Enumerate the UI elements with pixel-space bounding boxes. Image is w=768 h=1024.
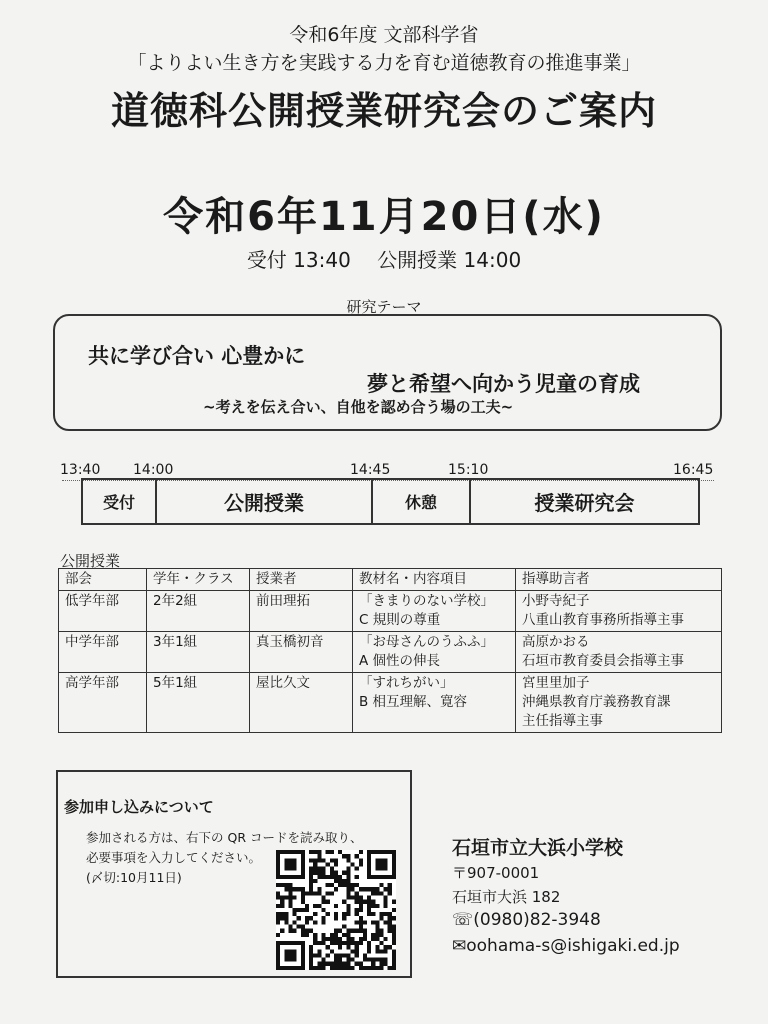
class-cell: 2年2組 xyxy=(147,591,250,632)
registration-instruction: 参加される方は、右下の QR コードを読み取り、 xyxy=(86,830,363,845)
theme-line-1: 共に学び合い 心豊かに xyxy=(88,344,306,368)
class-cell: 5年1組 xyxy=(147,673,250,733)
column-header: 部会 xyxy=(59,569,147,591)
project-name: 「よりよい生き方を実践する力を育む道徳教育の推進事業」 xyxy=(127,52,641,74)
material-title: 「すれちがい」 xyxy=(359,675,454,691)
theme-line-2: 夢と希望へ向かう児童の育成 xyxy=(367,372,640,396)
segment-research-meeting: 授業研究会 xyxy=(534,491,635,515)
table-header-row xyxy=(59,569,722,591)
division-cell: 低学年部 xyxy=(59,591,147,632)
material-title: 「お母さんのうふふ」 xyxy=(359,634,494,650)
theme-subtitle: ~考えを伝え合い、自他を認め合う場の工夫~ xyxy=(203,398,514,416)
teacher-cell: 前田理拓 xyxy=(250,591,353,632)
segment-reception: 受付 xyxy=(83,480,157,523)
content-item: A 個性の伸長 xyxy=(359,653,441,669)
school-address: 石垣市大浜 182 xyxy=(452,888,561,906)
table-row xyxy=(59,632,722,673)
timeline-time: 16:45 xyxy=(673,462,714,478)
email-address[interactable]: ✉oohama-s@ishigaki.ed.jp xyxy=(452,936,680,956)
division-cell: 高学年部 xyxy=(59,673,147,733)
reception-time: 受付 13:40 xyxy=(246,248,351,272)
lessons-table xyxy=(58,568,722,733)
qr-code-icon[interactable] xyxy=(276,850,396,970)
content-item: B 相互理解、寛容 xyxy=(359,694,468,710)
lessons-heading: 公開授業 xyxy=(60,552,121,570)
division-cell: 中学年部 xyxy=(59,632,147,673)
column-header: 教材名・内容項目 xyxy=(353,569,516,591)
material-cell xyxy=(353,632,516,673)
registration-deadline: (〆切:10月11日) xyxy=(86,870,182,885)
open-lesson-time: 公開授業 14:00 xyxy=(377,248,522,272)
teacher-cell: 屋比久文 xyxy=(250,673,353,733)
advisor-cell xyxy=(516,673,722,733)
material-cell xyxy=(353,591,516,632)
registration-instruction: 必要事項を入力してください。 xyxy=(86,850,262,865)
timeline-time: 14:45 xyxy=(350,462,391,478)
advisor-name: 高原かおる xyxy=(522,634,590,650)
column-header: 学年・クラス xyxy=(147,569,250,591)
teacher-cell: 真玉橋初音 xyxy=(250,632,353,673)
event-date: 令和6年11月20日(水) xyxy=(163,194,605,240)
registration-title: 参加申し込みについて xyxy=(64,798,214,816)
content-item: C 規則の尊重 xyxy=(359,612,441,628)
school-name: 石垣市立大浜小学校 xyxy=(452,837,624,859)
timeline-time: 15:10 xyxy=(448,462,489,478)
theme-box xyxy=(53,314,722,431)
column-header: 指導助言者 xyxy=(516,569,722,591)
advisor-name: 小野寺紀子 xyxy=(522,593,590,609)
fiscal-year-ministry: 令和6年度 文部科学省 xyxy=(289,24,479,46)
material-title: 「きまりのない学校」 xyxy=(359,593,494,609)
advisor-name: 宮里里加子 xyxy=(522,675,590,691)
column-header: 授業者 xyxy=(250,569,353,591)
advisor-title-2: 主任指導主事 xyxy=(522,713,603,729)
registration-box xyxy=(56,770,412,978)
event-times xyxy=(0,244,768,273)
material-cell xyxy=(353,673,516,733)
page-title: 道徳科公開授業研究会のご案内 xyxy=(110,89,657,133)
advisor-cell xyxy=(516,632,722,673)
table-row xyxy=(59,591,722,632)
timeline-time: 14:00 xyxy=(133,462,174,478)
segment-break: 休憩 xyxy=(373,480,471,523)
phone-number: ☏(0980)82-3948 xyxy=(452,910,601,930)
table-row xyxy=(59,673,722,733)
postal-code: 〒907-0001 xyxy=(452,864,540,882)
theme-label: 研究テーマ xyxy=(346,298,422,316)
segment-open-lesson: 公開授業 xyxy=(157,480,373,523)
timeline-time: 13:40 xyxy=(60,462,101,478)
advisor-title: 石垣市教育委員会指導主事 xyxy=(522,653,684,669)
advisor-title: 沖縄県教育庁義務教育課 xyxy=(522,694,671,710)
class-cell: 3年1組 xyxy=(147,632,250,673)
advisor-cell xyxy=(516,591,722,632)
advisor-title: 八重山教育事務所指導主事 xyxy=(522,612,684,628)
schedule-timeline xyxy=(81,478,700,525)
